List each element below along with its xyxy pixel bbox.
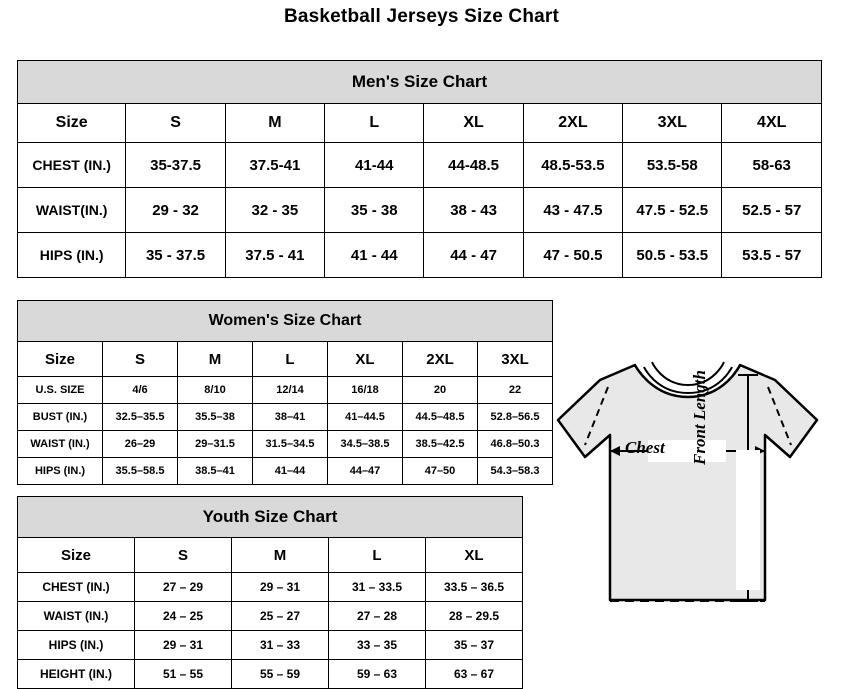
womens-row-label-us-size: U.S. SIZE (18, 377, 103, 404)
table-row (18, 377, 553, 404)
womens-waist-2xl: 38.5–42.5 (403, 431, 478, 458)
mens-header-l: L (325, 104, 424, 143)
womens-bust-m: 35.5–38 (178, 404, 253, 431)
womens-waist-m: 29–31.5 (178, 431, 253, 458)
youth-row-label-hips: HIPS (IN.) (18, 631, 135, 660)
mens-hips-3xl: 50.5 - 53.5 (623, 233, 722, 278)
mens-chest-3xl: 53.5-58 (623, 143, 722, 188)
mens-size-chart-table (17, 60, 822, 278)
page-title: Basketball Jerseys Size Chart (283, 6, 560, 27)
womens-us-size-xl: 16/18 (328, 377, 403, 404)
youth-header-m: M (232, 538, 329, 573)
mens-chart-title-row (18, 61, 822, 104)
table-row (18, 188, 822, 233)
womens-hips-m: 38.5–41 (178, 458, 253, 485)
womens-header-s: S (103, 342, 178, 377)
mens-hips-s: 35 - 37.5 (126, 233, 225, 278)
mens-row-label-hips: HIPS (IN.) (18, 233, 126, 278)
womens-header-size: Size (18, 342, 103, 377)
mens-hips-4xl: 53.5 - 57 (722, 233, 822, 278)
womens-us-size-s: 4/6 (103, 377, 178, 404)
mens-row-label-chest: CHEST (IN.) (18, 143, 126, 188)
mens-header-xl: XL (424, 104, 523, 143)
womens-hips-l: 41–44 (253, 458, 328, 485)
mens-chest-l: 41-44 (325, 143, 424, 188)
youth-waist-l: 27 – 28 (329, 602, 426, 631)
youth-waist-s: 24 – 25 (135, 602, 232, 631)
mens-waist-4xl: 52.5 - 57 (722, 188, 822, 233)
youth-header-xl: XL (426, 538, 523, 573)
youth-chart-title-row (18, 497, 523, 538)
womens-header-row (18, 342, 553, 377)
chest-measure-label: Chest (625, 438, 665, 457)
youth-height-s: 51 – 55 (135, 660, 232, 689)
mens-hips-xl: 44 - 47 (424, 233, 523, 278)
table-row (18, 602, 523, 631)
mens-header-m: M (225, 104, 324, 143)
womens-us-size-m: 8/10 (178, 377, 253, 404)
womens-bust-2xl: 44.5–48.5 (403, 404, 478, 431)
youth-chest-xl: 33.5 – 36.5 (426, 573, 523, 602)
mens-row-label-waist: WAIST(IN.) (18, 188, 126, 233)
mens-chest-xl: 44-48.5 (424, 143, 523, 188)
mens-waist-xl: 38 - 43 (424, 188, 523, 233)
womens-header-3xl: 3XL (478, 342, 553, 377)
mens-waist-l: 35 - 38 (325, 188, 424, 233)
mens-header-size: Size (18, 104, 126, 143)
youth-row-label-height: HEIGHT (IN.) (18, 660, 135, 689)
youth-header-size: Size (18, 538, 135, 573)
womens-chart-title: Women's Size Chart (18, 301, 553, 342)
womens-size-chart-table (17, 300, 553, 485)
womens-waist-3xl: 46.8–50.3 (478, 431, 553, 458)
womens-hips-xl: 44–47 (328, 458, 403, 485)
womens-row-label-hips: HIPS (IN.) (18, 458, 103, 485)
youth-height-xl: 63 – 67 (426, 660, 523, 689)
front-length-measure-label: Front Length (690, 370, 709, 465)
mens-chest-4xl: 58-63 (722, 143, 822, 188)
womens-waist-s: 26–29 (103, 431, 178, 458)
youth-chest-m: 29 – 31 (232, 573, 329, 602)
mens-waist-2xl: 43 - 47.5 (523, 188, 622, 233)
womens-bust-3xl: 52.8–56.5 (478, 404, 553, 431)
mens-chest-s: 35-37.5 (126, 143, 225, 188)
mens-hips-m: 37.5 - 41 (225, 233, 324, 278)
table-row (18, 233, 822, 278)
womens-hips-s: 35.5–58.5 (103, 458, 178, 485)
table-row (18, 458, 553, 485)
womens-us-size-2xl: 20 (403, 377, 478, 404)
mens-header-s: S (126, 104, 225, 143)
table-row (18, 143, 822, 188)
womens-hips-3xl: 54.3–58.3 (478, 458, 553, 485)
womens-header-l: L (253, 342, 328, 377)
mens-header-4xl: 4XL (722, 104, 822, 143)
youth-row-label-waist: WAIST (IN.) (18, 602, 135, 631)
womens-chart-title-row (18, 301, 553, 342)
youth-size-chart-table (17, 496, 523, 689)
womens-header-xl: XL (328, 342, 403, 377)
womens-waist-xl: 34.5–38.5 (328, 431, 403, 458)
mens-header-2xl: 2XL (523, 104, 622, 143)
youth-chest-s: 27 – 29 (135, 573, 232, 602)
womens-us-size-l: 12/14 (253, 377, 328, 404)
table-row (18, 631, 523, 660)
mens-header-row (18, 104, 822, 143)
mens-chart-title: Men's Size Chart (18, 61, 822, 104)
womens-bust-s: 32.5–35.5 (103, 404, 178, 431)
mens-hips-2xl: 47 - 50.5 (523, 233, 622, 278)
mens-header-3xl: 3XL (623, 104, 722, 143)
youth-header-row (18, 538, 523, 573)
youth-height-l: 59 – 63 (329, 660, 426, 689)
womens-bust-l: 38–41 (253, 404, 328, 431)
youth-header-l: L (329, 538, 426, 573)
womens-row-label-bust: BUST (IN.) (18, 404, 103, 431)
shirt-measurement-diagram (540, 345, 840, 675)
womens-us-size-3xl: 22 (478, 377, 553, 404)
womens-row-label-waist: WAIST (IN.) (18, 431, 103, 458)
womens-hips-2xl: 47–50 (403, 458, 478, 485)
mens-waist-3xl: 47.5 - 52.5 (623, 188, 722, 233)
youth-waist-m: 25 – 27 (232, 602, 329, 631)
mens-chest-m: 37.5-41 (225, 143, 324, 188)
womens-bust-xl: 41–44.5 (328, 404, 403, 431)
table-row (18, 431, 553, 458)
youth-waist-xl: 28 – 29.5 (426, 602, 523, 631)
mens-chest-2xl: 48.5-53.5 (523, 143, 622, 188)
youth-row-label-chest: CHEST (IN.) (18, 573, 135, 602)
mens-waist-m: 32 - 35 (225, 188, 324, 233)
youth-header-s: S (135, 538, 232, 573)
youth-chart-title: Youth Size Chart (18, 497, 523, 538)
youth-chest-l: 31 – 33.5 (329, 573, 426, 602)
mens-hips-l: 41 - 44 (325, 233, 424, 278)
youth-hips-xl: 35 – 37 (426, 631, 523, 660)
womens-header-2xl: 2XL (403, 342, 478, 377)
mens-waist-s: 29 - 32 (126, 188, 225, 233)
table-row (18, 660, 523, 689)
table-row (18, 404, 553, 431)
womens-header-m: M (178, 342, 253, 377)
youth-hips-s: 29 – 31 (135, 631, 232, 660)
womens-waist-l: 31.5–34.5 (253, 431, 328, 458)
youth-hips-l: 33 – 35 (329, 631, 426, 660)
youth-hips-m: 31 – 33 (232, 631, 329, 660)
table-row (18, 573, 523, 602)
youth-height-m: 55 – 59 (232, 660, 329, 689)
